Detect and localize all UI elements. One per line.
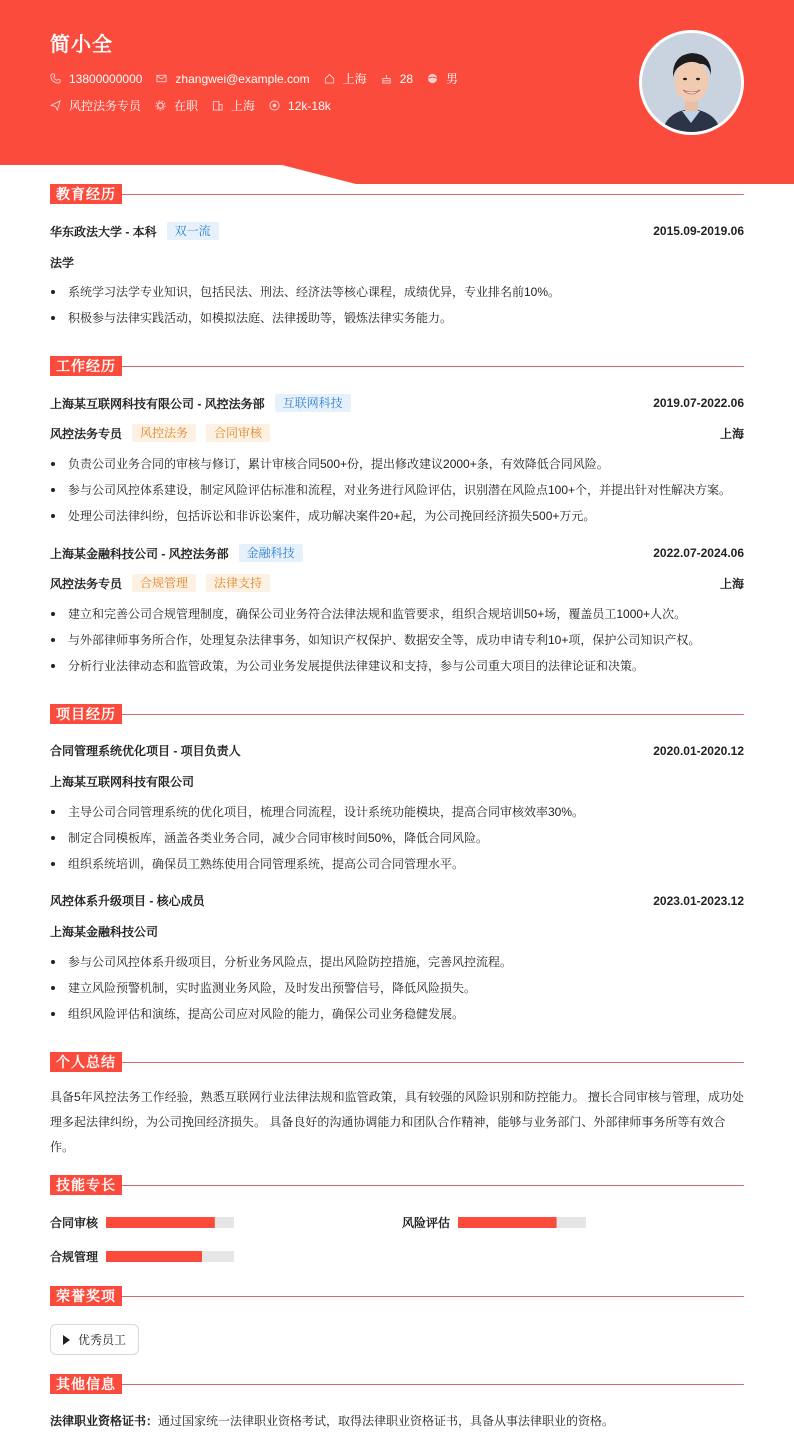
project-name: 风控体系升级项目 - 核心成员 <box>50 894 205 908</box>
project-entry-header <box>50 742 744 759</box>
industry-tag: 金融科技 <box>239 544 303 562</box>
other-info-text: 通过国家统一法律职业资格考试，取得法律职业资格证书，具备从事法律职业的资格。 <box>158 1414 615 1428</box>
project-company: 上海某互联网科技有限公司 <box>50 775 195 789</box>
skill-tag: 合规管理 <box>132 574 196 592</box>
skill-item <box>402 1214 586 1231</box>
contact-email: zhangwei@example.com <box>156 72 309 86</box>
skill-tag: 风控法务 <box>132 424 196 442</box>
section-awards <box>50 1286 744 1306</box>
skill-name: 风险评估 <box>402 1216 451 1230</box>
work-bullets <box>50 455 744 533</box>
project-bullets <box>50 803 744 881</box>
list-item: 积极参与法律实践活动，如模拟法庭、法律援助等，锻炼法律实务能力。 <box>50 309 744 335</box>
send-icon <box>50 100 61 111</box>
list-item: 处理公司法律纠纷，包括诉讼和非诉讼案件，成功解决案件20+起，为公司挽回经济损失500+万元。 <box>50 507 744 533</box>
list-item: 组织风险评估和演练，提高公司应对风险的能力，确保公司业务稳健发展。 <box>50 1005 744 1031</box>
contact-gender: 男 <box>427 70 458 87</box>
contact-row <box>50 70 472 87</box>
section-title: 荣誉奖项 <box>50 1286 122 1306</box>
award-item[interactable] <box>50 1324 139 1355</box>
project-entry-header <box>50 892 744 909</box>
work-location: 上海 <box>719 576 744 591</box>
section-divider <box>122 714 744 715</box>
contact-phone: 13800000000 <box>50 72 142 86</box>
section-divider <box>122 194 744 195</box>
work-entry-header <box>50 544 744 562</box>
work-bullets <box>50 605 744 683</box>
skill-bar-fill <box>106 1217 215 1228</box>
section-title: 工作经历 <box>50 356 122 376</box>
gender-icon <box>427 73 438 84</box>
skill-name: 合同审核 <box>50 1216 99 1230</box>
section-education <box>50 184 744 204</box>
salary-icon <box>269 100 280 111</box>
intent-position: 风控法务专员 <box>50 97 141 114</box>
project-date: 2020.01-2020.12 <box>653 743 744 758</box>
intent-salary: 12k-18k <box>269 99 331 113</box>
school-name: 华东政法大学 - 本科 <box>50 224 157 239</box>
section-title: 个人总结 <box>50 1052 122 1072</box>
job-intent-row <box>50 97 345 114</box>
section-work <box>50 356 744 376</box>
home-icon <box>324 73 335 84</box>
mail-icon <box>156 73 167 84</box>
section-summary <box>50 1052 744 1072</box>
skill-name: 合规管理 <box>50 1250 99 1264</box>
candidate-name: 简小全 <box>50 34 113 56</box>
section-title: 其他信息 <box>50 1374 122 1394</box>
section-title: 项目经历 <box>50 704 122 724</box>
skill-bar <box>106 1251 234 1262</box>
award-name: 优秀员工 <box>78 1333 127 1347</box>
project-company: 上海某金融科技公司 <box>50 925 159 939</box>
skill-item <box>50 1248 234 1265</box>
company-name: 上海某互联网科技有限公司 - 风控法务部 <box>50 396 265 411</box>
intent-city: 上海 <box>212 97 255 114</box>
skill-bar <box>106 1217 234 1228</box>
list-item: 主导公司合同管理系统的优化项目，梳理合同流程，设计系统功能模块，提高合同审核效率30%。 <box>50 803 744 829</box>
section-title: 技能专长 <box>50 1175 122 1195</box>
project-name: 合同管理系统优化项目 - 项目负责人 <box>50 744 241 758</box>
list-item: 制定合同模板库，涵盖各类业务合同，减少合同审核时间50%，降低合同风险。 <box>50 829 744 855</box>
list-item: 组织系统培训，确保员工熟练使用合同管理系统，提高公司合同管理水平。 <box>50 855 744 881</box>
section-projects <box>50 704 744 724</box>
work-position-row <box>50 424 744 442</box>
list-item: 参与公司风控体系升级项目，分析业务风险点，提出风险防控措施，完善风控流程。 <box>50 953 744 979</box>
major: 法学 <box>50 256 75 270</box>
section-divider <box>122 366 744 367</box>
other-info-item <box>50 1412 614 1429</box>
other-info-label: 法律职业资格证书： <box>50 1414 159 1428</box>
education-entry-header <box>50 222 744 240</box>
project-date: 2023.01-2023.12 <box>653 893 744 908</box>
work-location: 上海 <box>719 426 744 441</box>
list-item: 负责公司业务合同的审核与修订，累计审核合同500+份，提出修改建议2000+条，有效降低合同风险。 <box>50 455 744 481</box>
work-entry-header <box>50 394 744 412</box>
skill-bar-fill <box>458 1217 557 1228</box>
section-other <box>50 1374 744 1394</box>
education-date: 2015.09-2019.06 <box>653 224 744 238</box>
caret-right-icon <box>63 1335 70 1345</box>
skill-tag: 合同审核 <box>206 424 270 442</box>
list-item: 参与公司风控体系建设，制定风险评估标准和流程，对业务进行风险评估，识别潜在风险点100+个，并提出针对性解决方案。 <box>50 481 744 507</box>
status-icon <box>155 100 166 111</box>
section-divider <box>122 1384 744 1385</box>
phone-icon <box>50 73 61 84</box>
intent-status: 在职 <box>155 97 198 114</box>
school-tag: 双一流 <box>167 222 219 240</box>
skill-tag: 法律支持 <box>206 574 270 592</box>
education-bullets <box>50 283 744 335</box>
contact-city: 上海 <box>324 70 367 87</box>
summary-text: 具备5年风控法务工作经验，熟悉互联网行业法律法规和监管政策，具有较强的风险识别和防控能力。 擅长合同审核与管理，成功处理多起法律纠纷，为公司挽回经济损失。 具备良好的沟通协调能力和团队合作精神，能够与业务部门、外部律师事务所等有效合作。 <box>50 1090 745 1154</box>
skill-bar-fill <box>106 1251 202 1262</box>
section-skills <box>50 1175 744 1195</box>
work-date: 2019.07-2022.06 <box>653 396 744 410</box>
section-divider <box>122 1296 744 1297</box>
position-title: 风控法务专员 <box>50 426 123 441</box>
list-item: 建立风险预警机制，实时监测业务风险，及时发出预警信号，降低风险损失。 <box>50 979 744 1005</box>
avatar-photo <box>642 33 741 132</box>
cake-icon <box>381 73 392 84</box>
position-title: 风控法务专员 <box>50 576 123 591</box>
company-name: 上海某金融科技公司 - 风控法务部 <box>50 546 229 561</box>
resume-header <box>0 0 794 184</box>
project-bullets <box>50 953 744 1031</box>
list-item: 建立和完善公司合规管理制度，确保公司业务符合法律法规和监管要求，组织合规培训50+场，覆盖员工1000+人次。 <box>50 605 744 631</box>
work-position-row <box>50 574 744 592</box>
section-divider <box>122 1185 744 1186</box>
list-item: 分析行业法律动态和监管政策，为公司业务发展提供法律建议和支持，参与公司重大项目的法律论证和决策。 <box>50 657 744 683</box>
skill-item <box>50 1214 234 1231</box>
avatar <box>639 30 744 135</box>
list-item: 与外部律师事务所合作，处理复杂法律事务，如知识产权保护、数据安全等，成功申请专利10+项，保护公司知识产权。 <box>50 631 744 657</box>
skill-bar <box>458 1217 586 1228</box>
industry-tag: 互联网科技 <box>275 394 351 412</box>
list-item: 系统学习法学专业知识，包括民法、刑法、经济法等核心课程，成绩优异，专业排名前10%。 <box>50 283 744 309</box>
section-divider <box>122 1062 744 1063</box>
section-title: 教育经历 <box>50 184 122 204</box>
work-date: 2022.07-2024.06 <box>653 546 744 560</box>
contact-age: 28 <box>381 72 413 86</box>
building-icon <box>212 100 223 111</box>
